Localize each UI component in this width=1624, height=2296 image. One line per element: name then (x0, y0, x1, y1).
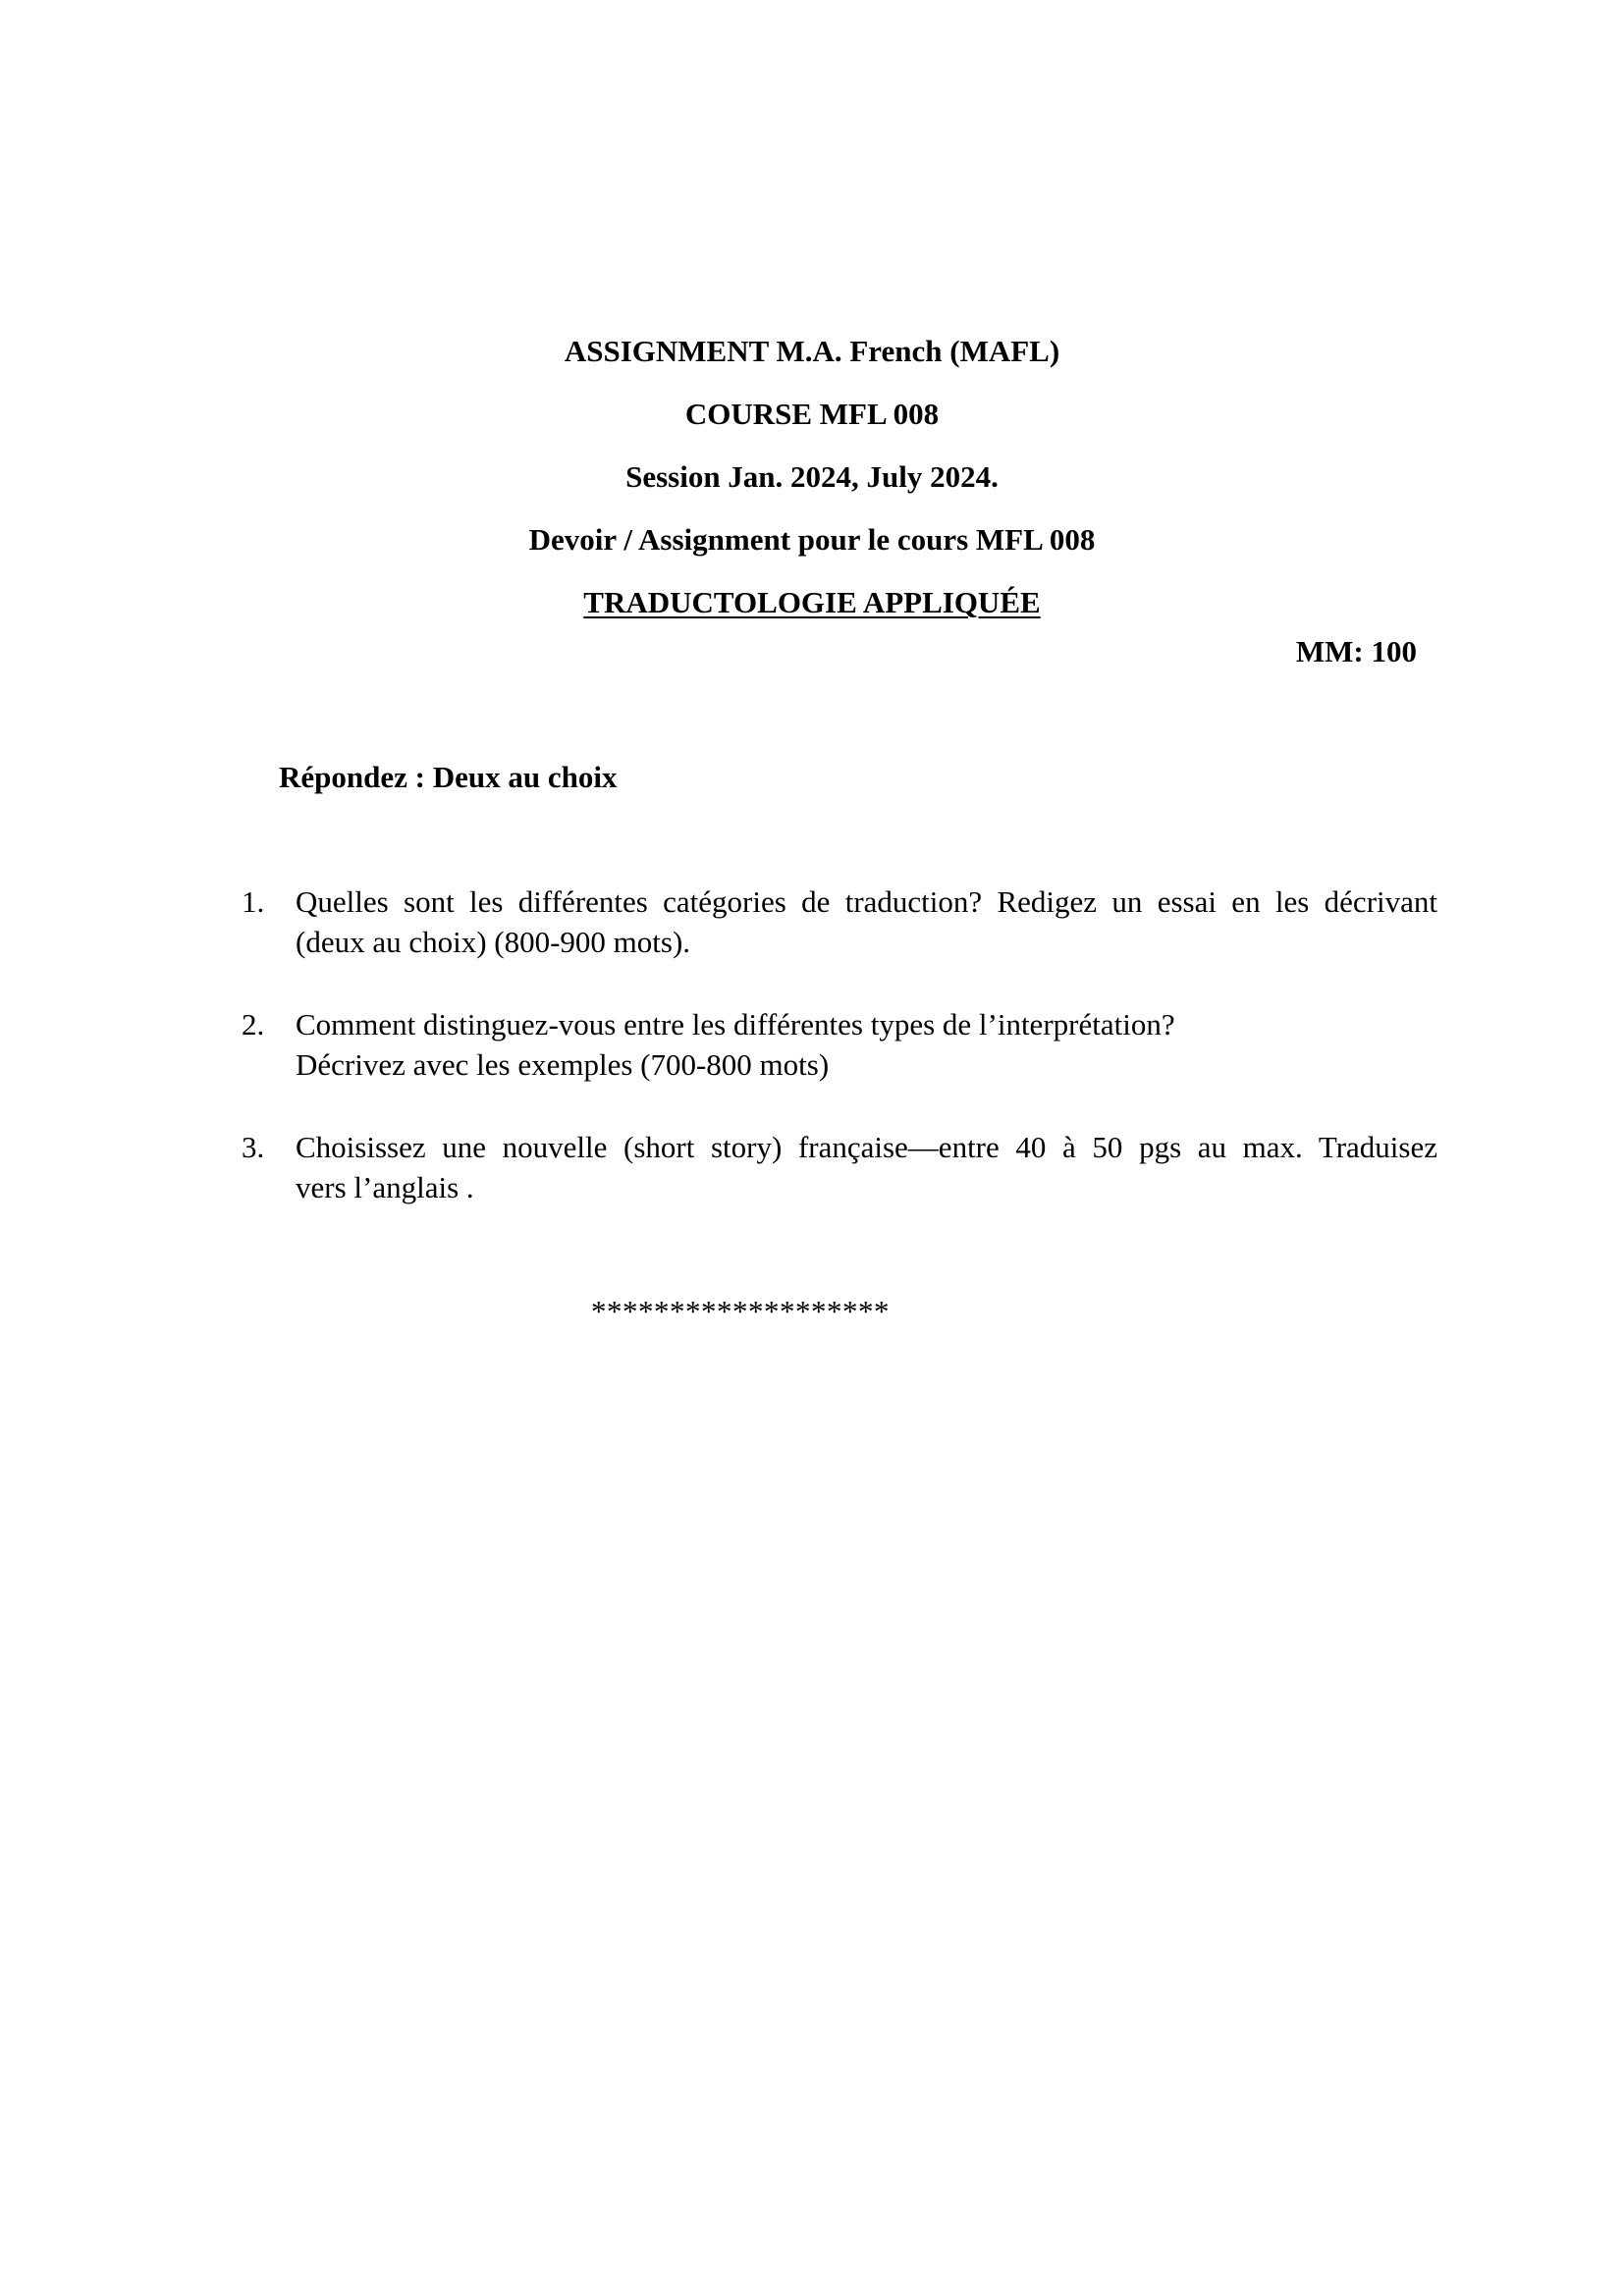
question-text-line: Décrivez avec les exemples (700-800 mots) (296, 1047, 830, 1082)
question-number: 3. (242, 1130, 265, 1164)
subject-title: TRADUCTOLOGIE APPLIQUÉE (583, 585, 1041, 619)
question-text-line: (deux au choix) (800-900 mots). (296, 925, 691, 959)
assignment-subtitle: Devoir / Assignment pour le cours MFL 008 (528, 522, 1096, 557)
question-text (296, 1004, 1437, 1085)
question-item (242, 881, 1437, 962)
session-info: Session Jan. 2024, July 2024. (625, 459, 999, 494)
question-text-line: Choisissez une nouvelle (short story) française—entre 40 à 50 pgs au max. Traduisez (296, 1130, 1437, 1164)
question-item (242, 1004, 1437, 1085)
question-text-line: Quelles sont les différentes catégories de traduction? Redigez un essai en les décrivant (296, 884, 1437, 919)
max-marks: MM: 100 (1295, 634, 1417, 668)
course-code: COURSE MFL 008 (684, 397, 940, 431)
question-text (296, 1127, 1437, 1207)
assignment-title: ASSIGNMENT M.A. French (MAFL) (564, 334, 1060, 368)
question-text (296, 881, 1437, 962)
end-separator: ******************* (591, 1294, 890, 1328)
question-text-line: Comment distinguez-vous entre les différentes types de l’interprétation? (296, 1007, 1175, 1041)
instruction: Répondez : Deux au choix (279, 760, 618, 794)
question-item (242, 1127, 1437, 1207)
assignment-header (0, 320, 1624, 634)
question-number: 2. (242, 1007, 265, 1041)
subject-title-line (0, 571, 1624, 634)
question-list (242, 881, 1437, 1250)
question-text-line: vers l’anglais . (296, 1170, 474, 1204)
question-number: 1. (242, 884, 265, 919)
